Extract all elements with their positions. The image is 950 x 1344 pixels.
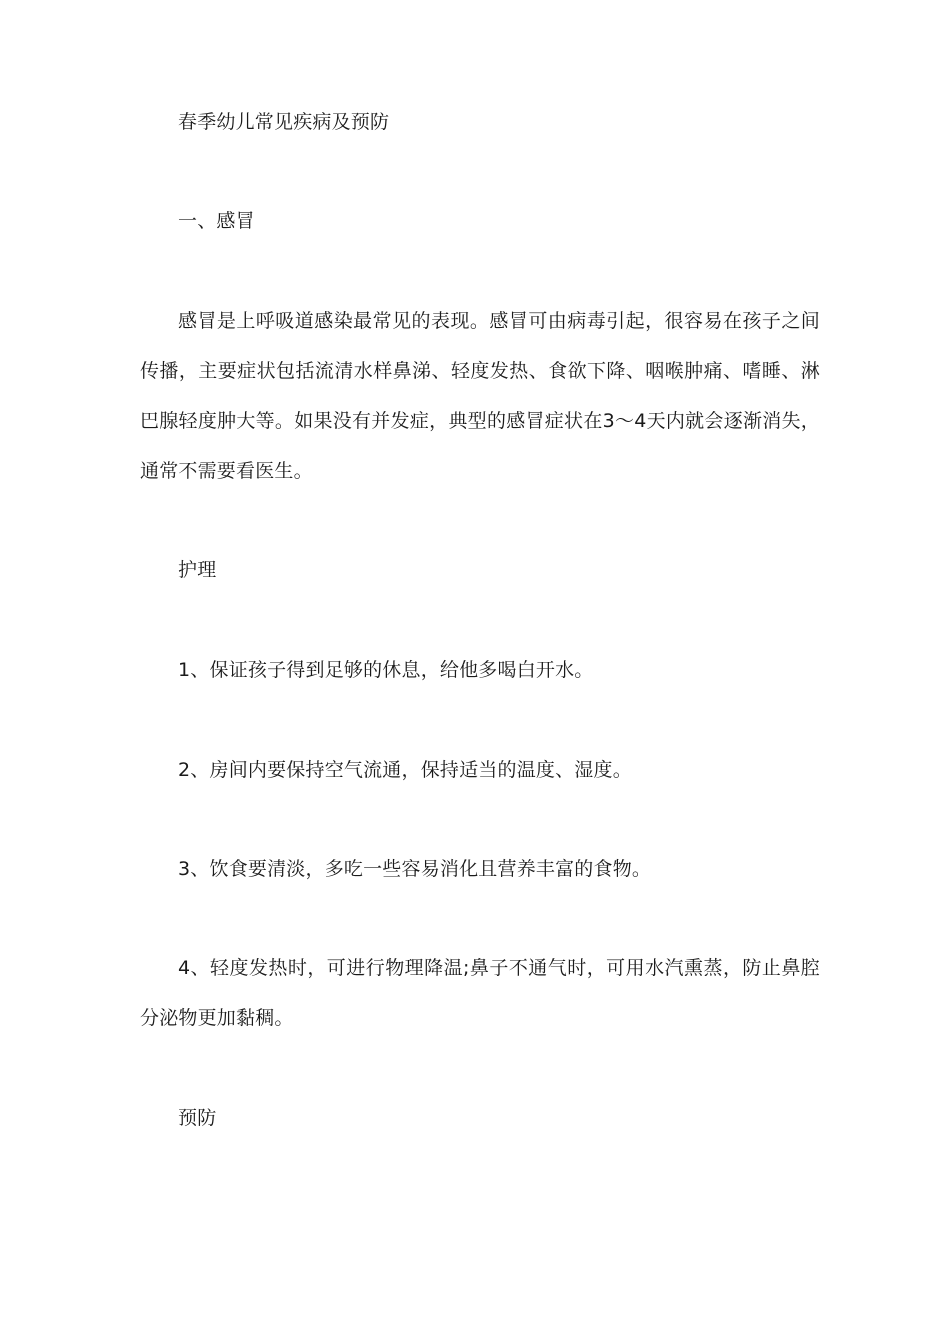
intro-paragraph: 感冒是上呼吸道感染最常见的表现。感冒可由病毒引起，很容易在孩子之间传播，主要症状包括流清水样鼻涕、轻度发热、食欲下降、咽喉肿痛、嗜睡、淋巴腺轻度肿大等。如果没有并发症，典型的感冒症状在3～4天内就会逐渐消失，通常不需要看医生。 — [140, 310, 820, 482]
care-item-1: 1、保证孩子得到足够的休息，给他多喝白开水。 — [178, 659, 594, 681]
care-item-3: 3、饮食要清淡，多吃一些容易消化且营养丰富的食物。 — [178, 858, 652, 880]
care-item-2: 2、房间内要保持空气流通，保持适当的温度、湿度。 — [178, 759, 632, 781]
document-title: 春季幼儿常见疾病及预防 — [178, 111, 390, 133]
care-heading: 护理 — [178, 559, 217, 581]
section-heading-cold: 一、感冒 — [178, 210, 255, 232]
prevention-heading: 预防 — [178, 1107, 217, 1129]
care-item-4: 4、轻度发热时，可进行物理降温;鼻子不通气时，可用水汽熏蒸，防止鼻腔分泌物更加黏稠。 — [140, 957, 820, 1029]
